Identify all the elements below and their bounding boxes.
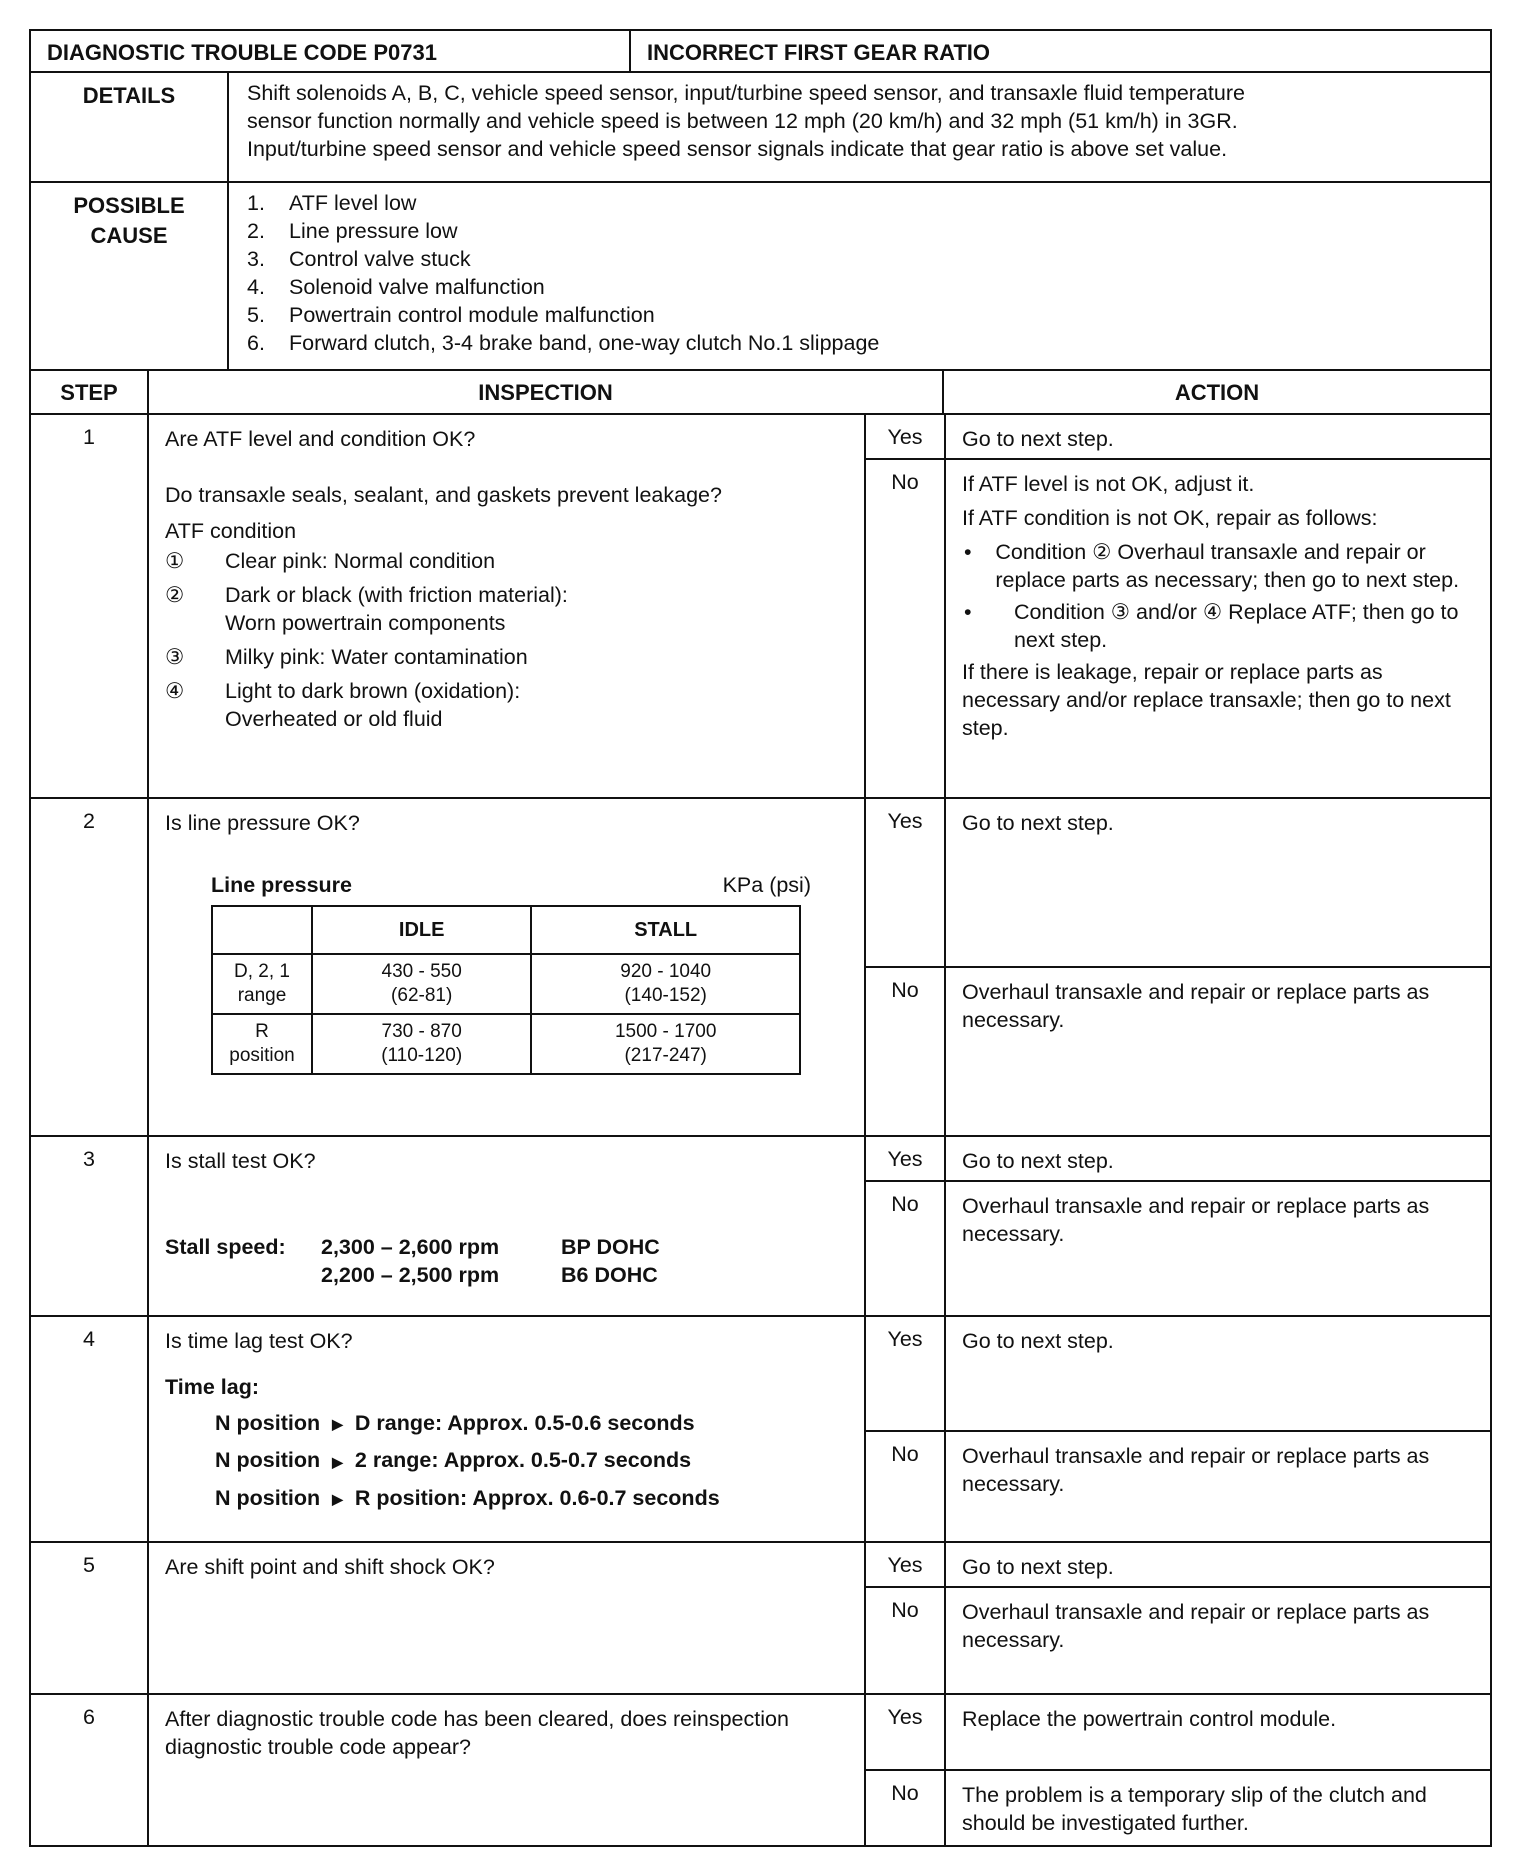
cause-text: Powertrain control module malfunction <box>289 303 655 327</box>
condition-mark: ③ <box>165 645 185 669</box>
atf-condition-item <box>165 581 864 637</box>
inspection-question: Is stall test OK? <box>165 1149 316 1173</box>
action-text: Condition ③ and/or ④ Replace ATF; then go to next step. <box>1013 600 1459 652</box>
cause-number: 3. <box>247 247 265 271</box>
details-line: Input/turbine speed sensor and vehicle speed sensor signals indicate that gear ratio is above set value. <box>247 137 1228 161</box>
yes-action: Go to next step. <box>946 1137 1490 1182</box>
step-inspection <box>149 799 866 1135</box>
condition-text: Overheated or old fluid <box>225 707 443 731</box>
condition-text: Dark or black (with friction material): <box>225 583 568 607</box>
idle-cell <box>312 1014 531 1074</box>
yes-action: Go to next step. <box>946 415 1490 460</box>
no-label: No <box>891 470 919 494</box>
range-label: range <box>237 985 287 1006</box>
condition-mark: ① <box>165 549 185 573</box>
cause-item <box>247 301 1490 329</box>
lag-to: 2 range: Approx. 0.5-0.7 seconds <box>354 1448 692 1473</box>
no-label: No <box>891 1192 919 1216</box>
stall-speed-block <box>165 1261 864 1289</box>
table-header-row <box>212 906 800 954</box>
no-label: No <box>891 1598 919 1622</box>
inspection-question: Do transaxle seals, sealant, and gaskets prevent leakage? <box>165 483 722 507</box>
yes-action: Go to next step. <box>946 1543 1490 1588</box>
cause-number: 4. <box>247 275 265 299</box>
possible-cause-row <box>31 183 1490 371</box>
engine-type: BP DOHC <box>561 1235 660 1259</box>
condition-text: Clear pink: Normal condition <box>225 549 496 573</box>
step-inspection <box>149 1137 866 1315</box>
step-inspection <box>149 415 866 797</box>
answer-column <box>866 799 946 1135</box>
arrow-right-icon: ▶ <box>332 1490 343 1507</box>
cause-item <box>247 245 1490 273</box>
time-lag-list <box>215 1405 864 1517</box>
stall-value: 1500 - 1700 <box>614 1021 717 1042</box>
cause-item <box>247 217 1490 245</box>
stall-header: STALL <box>531 906 800 954</box>
idle-value: 730 - 870 <box>381 1021 462 1042</box>
stall-value: (140-152) <box>624 985 707 1006</box>
no-action: The problem is a temporary slip of the clutch and should be investigated further. <box>962 1783 1427 1835</box>
yes-label: Yes <box>866 1137 944 1182</box>
yes-label: Yes <box>866 1317 944 1432</box>
cause-number: 2. <box>247 219 265 243</box>
engine-type: B6 DOHC <box>561 1263 658 1287</box>
idle-value: (110-120) <box>381 1045 463 1066</box>
no-label: No <box>891 1442 919 1466</box>
spacer <box>165 1261 321 1289</box>
cause-number: 1. <box>247 191 265 215</box>
table-row <box>212 1014 800 1074</box>
diagnostic-table <box>29 29 1492 1847</box>
lag-from: N position <box>215 1485 321 1510</box>
cause-number: 5. <box>247 303 265 327</box>
details-line: sensor function normally and vehicle speed is between 12 mph (20 km/h) and 32 mph (51 km/h) in 3GR. <box>247 109 1238 133</box>
possible-cause-list <box>229 183 1490 369</box>
arrow-right-icon: ▶ <box>332 1416 343 1433</box>
step-inspection <box>149 1695 866 1845</box>
line-pressure-title-row <box>211 871 811 899</box>
stall-speed-block <box>165 1233 864 1261</box>
no-label: No <box>891 978 919 1002</box>
no-action: Overhaul transaxle and repair or replace parts as necessary. <box>962 1194 1430 1246</box>
details-line: Shift solenoids A, B, C, vehicle speed sensor, input/turbine speed sensor, and transaxle fluid temperature <box>247 81 1245 105</box>
action-bullet <box>962 598 1482 654</box>
step-number: 2 <box>31 799 149 1135</box>
no-action: Overhaul transaxle and repair or replace parts as necessary. <box>962 980 1430 1032</box>
inspection-question: After diagnostic trouble code has been cleared, does reinspection diagnostic trouble code appear? <box>165 1707 789 1759</box>
time-lag-label: Time lag: <box>165 1375 259 1399</box>
details-row <box>31 73 1490 183</box>
action-text: If ATF level is not OK, adjust it. <box>962 472 1255 496</box>
action-column <box>946 799 1490 1135</box>
condition-text: Worn powertrain components <box>225 611 506 635</box>
condition-text: Milky pink: Water contamination <box>225 645 528 669</box>
dtc-code: DIAGNOSTIC TROUBLE CODE P0731 <box>31 31 631 71</box>
idle-cell <box>312 954 531 1014</box>
step-number: 5 <box>31 1543 149 1693</box>
step-row-3 <box>31 1137 1490 1317</box>
yes-action: Replace the powertrain control module. <box>946 1695 1490 1771</box>
yes-action: Go to next step. <box>946 1317 1490 1432</box>
range-cell <box>212 1014 312 1074</box>
cause-item <box>247 189 1490 217</box>
arrow-right-icon: ▶ <box>332 1453 343 1470</box>
dtc-title: INCORRECT FIRST GEAR RATIO <box>647 40 991 65</box>
table-row <box>212 954 800 1014</box>
step-column-header: STEP <box>31 371 149 413</box>
range-label: position <box>229 1045 295 1066</box>
action-text: If there is leakage, repair or replace parts as necessary and/or replace transaxle; then go to next step. <box>962 660 1451 740</box>
step-number: 6 <box>31 1695 149 1845</box>
action-column <box>946 415 1490 797</box>
cause-text: Forward clutch, 3-4 brake band, one-way clutch No.1 slippage <box>289 331 880 355</box>
line-pressure-unit: KPa (psi) <box>722 873 811 897</box>
lag-to: R position: Approx. 0.6-0.7 seconds <box>354 1485 720 1510</box>
idle-value: (62-81) <box>391 985 453 1006</box>
header-row <box>31 31 1490 73</box>
step-number: 4 <box>31 1317 149 1541</box>
bullet-icon: • <box>964 540 972 564</box>
stall-value: 920 - 1040 <box>620 961 712 982</box>
yes-label: Yes <box>866 1695 944 1771</box>
inspection-question: Is line pressure OK? <box>165 811 360 835</box>
details-text <box>229 73 1490 181</box>
yes-action: Go to next step. <box>946 799 1490 968</box>
possible-cause-label <box>31 183 229 369</box>
stall-speed-label: Stall speed: <box>165 1235 286 1259</box>
step-row-6 <box>31 1695 1490 1845</box>
action-column <box>946 1317 1490 1541</box>
time-lag-item <box>215 1405 864 1442</box>
answer-column <box>866 415 946 797</box>
atf-condition-item <box>165 547 864 575</box>
step-row-2 <box>31 799 1490 1137</box>
lag-from: N position <box>215 1411 321 1435</box>
lag-from: N position <box>215 1448 321 1473</box>
line-pressure-title: Line pressure <box>211 873 352 897</box>
details-label: DETAILS <box>31 73 229 181</box>
cause-text: ATF level low <box>289 191 417 215</box>
time-lag-item <box>215 1442 864 1479</box>
yes-label: Yes <box>866 799 944 968</box>
step-number: 3 <box>31 1137 149 1315</box>
stall-cell <box>531 1014 800 1074</box>
inspection-question: Are ATF level and condition OK? <box>165 427 476 451</box>
line-pressure-table <box>211 905 801 1075</box>
range-label: D, 2, 1 <box>234 961 290 982</box>
cause-text: Line pressure low <box>289 219 458 243</box>
idle-value: 430 - 550 <box>381 961 462 982</box>
action-column-header: ACTION <box>1174 380 1260 405</box>
stall-speed-value: 2,200 – 2,500 rpm <box>321 1263 500 1287</box>
column-header-row <box>31 371 1490 415</box>
lag-to: D range: Approx. 0.5-0.6 seconds <box>354 1411 695 1435</box>
action-column <box>946 1137 1490 1315</box>
stall-speed-value: 2,300 – 2,600 rpm <box>321 1235 500 1259</box>
time-lag-item <box>215 1480 864 1517</box>
cause-number: 6. <box>247 331 265 355</box>
idle-header: IDLE <box>312 906 531 954</box>
answer-column <box>866 1695 946 1845</box>
action-text: If ATF condition is not OK, repair as follows: <box>962 506 1378 530</box>
stall-cell <box>531 954 800 1014</box>
step-inspection <box>149 1317 866 1541</box>
inspection-question: Are shift point and shift shock OK? <box>165 1555 495 1579</box>
bullet-icon: • <box>964 600 972 624</box>
cause-text: Solenoid valve malfunction <box>289 275 545 299</box>
table-corner <box>212 906 312 954</box>
stall-value: (217-247) <box>624 1045 707 1066</box>
range-cell <box>212 954 312 1014</box>
cause-item <box>247 273 1490 301</box>
atf-condition-item <box>165 677 864 733</box>
answer-column <box>866 1317 946 1541</box>
cause-text: Control valve stuck <box>289 247 471 271</box>
cause-item <box>247 329 1490 357</box>
step-inspection <box>149 1543 866 1693</box>
no-action: Overhaul transaxle and repair or replace parts as necessary. <box>962 1600 1430 1652</box>
cause-label-line: POSSIBLE <box>73 193 185 218</box>
step-number: 1 <box>31 415 149 797</box>
no-action <box>946 460 1490 797</box>
cause-label-line: CAUSE <box>90 223 168 248</box>
yes-label: Yes <box>866 415 944 460</box>
step-row-5 <box>31 1543 1490 1695</box>
step-row-1 <box>31 415 1490 799</box>
no-label: No <box>891 1781 919 1805</box>
answer-column <box>866 1543 946 1693</box>
yes-label: Yes <box>866 1543 944 1588</box>
inspection-column-header: INSPECTION <box>149 371 944 413</box>
atf-condition-item <box>165 643 864 671</box>
atf-condition-title: ATF condition <box>165 519 297 543</box>
range-label: R <box>255 1021 269 1042</box>
action-column <box>946 1543 1490 1693</box>
action-bullet <box>962 538 1482 594</box>
action-column <box>946 1695 1490 1845</box>
no-action: Overhaul transaxle and repair or replace parts as necessary. <box>962 1444 1430 1496</box>
condition-text: Light to dark brown (oxidation): <box>225 679 521 703</box>
inspection-question: Is time lag test OK? <box>165 1329 353 1353</box>
action-text: Condition ② Overhaul transaxle and repair or replace parts as necessary; then go to next step. <box>995 540 1460 592</box>
step-row-4 <box>31 1317 1490 1543</box>
condition-mark: ④ <box>165 679 185 703</box>
condition-mark: ② <box>165 583 185 607</box>
answer-column <box>866 1137 946 1315</box>
